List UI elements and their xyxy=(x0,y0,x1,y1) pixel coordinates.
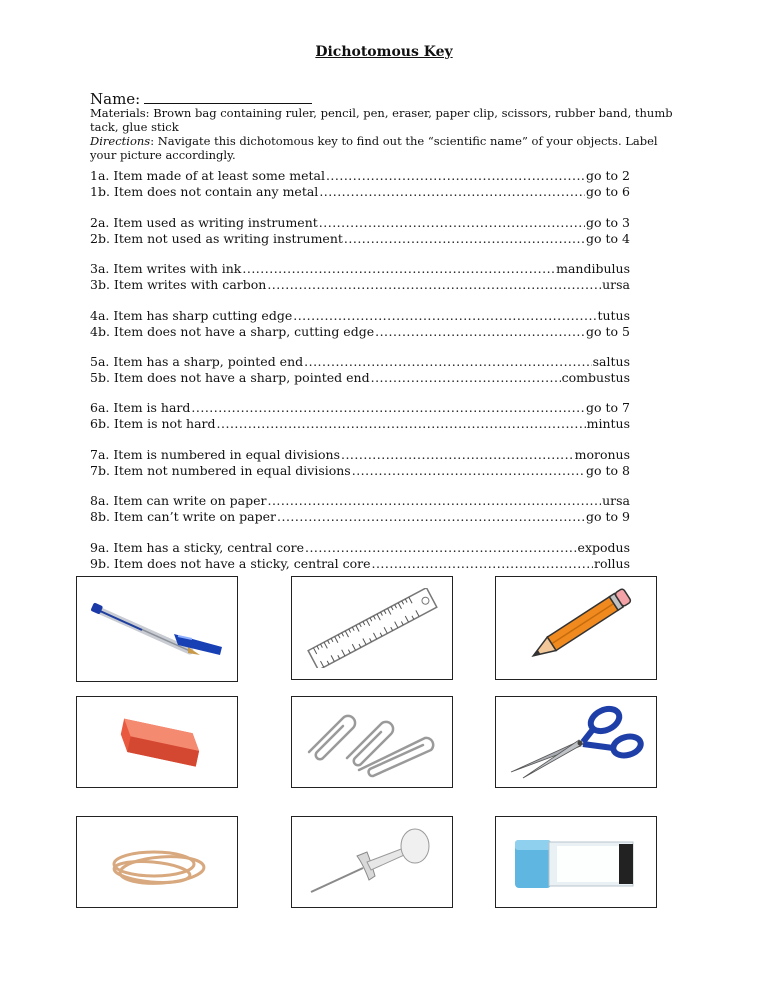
key-line-result: go to 6 xyxy=(586,184,630,199)
key-line-result: go to 7 xyxy=(586,400,630,415)
key-line-text: 2b. Item not used as writing instrument xyxy=(90,231,343,246)
key-line-text: 8a. Item can write on paper xyxy=(90,493,267,508)
key-line-3b xyxy=(90,277,630,293)
key-line-text: 4a. Item has sharp cutting edge xyxy=(90,308,293,323)
thumb-tack-icon xyxy=(297,822,447,902)
key-line-5b xyxy=(90,370,630,386)
key-line-6b xyxy=(90,416,630,432)
directions-label: Directions xyxy=(90,134,151,148)
key-line-4a xyxy=(90,308,630,324)
key-line-result: saltus xyxy=(592,354,630,369)
key-line-text: 5b. Item does not have a sharp, pointed end xyxy=(90,370,370,385)
key-line-result: go to 5 xyxy=(586,324,630,339)
paper-clips-icon xyxy=(297,702,447,782)
key-line-result: ursa xyxy=(602,493,630,508)
key-line-5a xyxy=(90,354,630,370)
key-line-result: combustus xyxy=(561,370,630,385)
key-line-2a xyxy=(90,215,630,231)
key-line-9b xyxy=(90,556,630,572)
key-line-text: 9b. Item does not have a sticky, central core xyxy=(90,556,371,571)
key-line-result: go to 8 xyxy=(586,463,630,478)
key-line-result: moronus xyxy=(574,447,630,462)
picture-box-paper-clips[interactable] xyxy=(291,696,453,788)
key-line-9a xyxy=(90,540,630,556)
picture-box-pencil[interactable] xyxy=(495,576,657,680)
pencil-icon xyxy=(501,588,651,668)
key-line-result: rollus xyxy=(594,556,630,571)
picture-box-glue-stick[interactable] xyxy=(495,816,657,908)
key-line-2b xyxy=(90,231,630,247)
key-line-text: 2a. Item used as writing instrument xyxy=(90,215,318,230)
key-line-text: 4b. Item does not have a sharp, cutting edge xyxy=(90,324,375,339)
ruler-icon xyxy=(297,588,447,668)
picture-box-ruler[interactable] xyxy=(291,576,453,680)
key-line-8a xyxy=(90,493,630,509)
rubber-band-icon xyxy=(82,822,232,902)
key-line-4b xyxy=(90,324,630,340)
key-line-7b xyxy=(90,463,630,479)
key-line-8b xyxy=(90,509,630,525)
key-line-result: mintus xyxy=(586,416,630,431)
materials-text: : Brown bag containing ruler, pencil, pen, eraser, paper clip, scissors, rubber band, thumb tack, glue stick xyxy=(90,106,673,134)
materials-label: Materials xyxy=(90,106,146,120)
key-line-result: ursa xyxy=(602,277,630,292)
pen-icon xyxy=(82,589,232,669)
key-line-result: go to 4 xyxy=(586,231,630,246)
key-line-result: mandibulus xyxy=(556,261,630,276)
key-line-text: 8b. Item can’t write on paper xyxy=(90,509,277,524)
picture-box-pen[interactable] xyxy=(76,576,238,682)
key-line-3a xyxy=(90,261,630,277)
page-title: Dichotomous Key xyxy=(315,44,453,60)
key-line-text: 6b. Item is not hard xyxy=(90,416,216,431)
key-line-1b xyxy=(90,184,630,200)
name-blank-line[interactable] xyxy=(144,91,312,104)
key-line-1a xyxy=(90,168,630,184)
key-line-result: expodus xyxy=(577,540,630,555)
materials-paragraph xyxy=(90,106,680,134)
key-line-7a xyxy=(90,447,630,463)
key-line-text: 1a. Item made of at least some metal xyxy=(90,168,325,183)
glue-stick-icon xyxy=(501,822,651,902)
picture-box-rubber-band[interactable] xyxy=(76,816,238,908)
picture-box-thumb-tack[interactable] xyxy=(291,816,453,908)
key-line-text: 6a. Item is hard xyxy=(90,400,191,415)
key-line-text: 7a. Item is numbered in equal divisions xyxy=(90,447,340,462)
eraser-icon xyxy=(82,702,232,782)
key-line-result: tutus xyxy=(597,308,630,323)
key-line-text: 3a. Item writes with ink xyxy=(90,261,242,276)
picture-box-eraser[interactable] xyxy=(76,696,238,788)
picture-box-scissors[interactable] xyxy=(495,696,657,788)
key-line-6a xyxy=(90,400,630,416)
key-line-text: 7b. Item not numbered in equal divisions xyxy=(90,463,351,478)
name-label: Name: xyxy=(90,90,141,108)
key-line-text: 5a. Item has a sharp, pointed end xyxy=(90,354,304,369)
key-line-result: go to 9 xyxy=(586,509,630,524)
key-line-text: 9a. Item has a sticky, central core xyxy=(90,540,304,555)
key-line-text: 3b. Item writes with carbon xyxy=(90,277,267,292)
key-line-result: go to 2 xyxy=(586,168,630,183)
scissors-icon xyxy=(501,702,651,782)
key-line-text: 1b. Item does not contain any metal xyxy=(90,184,319,199)
key-line-result: go to 3 xyxy=(586,215,630,230)
directions-text: : Navigate this dichotomous key to find out the “scientific name” of your objects. Label your picture accordingly. xyxy=(90,134,658,162)
directions-paragraph xyxy=(90,134,680,162)
